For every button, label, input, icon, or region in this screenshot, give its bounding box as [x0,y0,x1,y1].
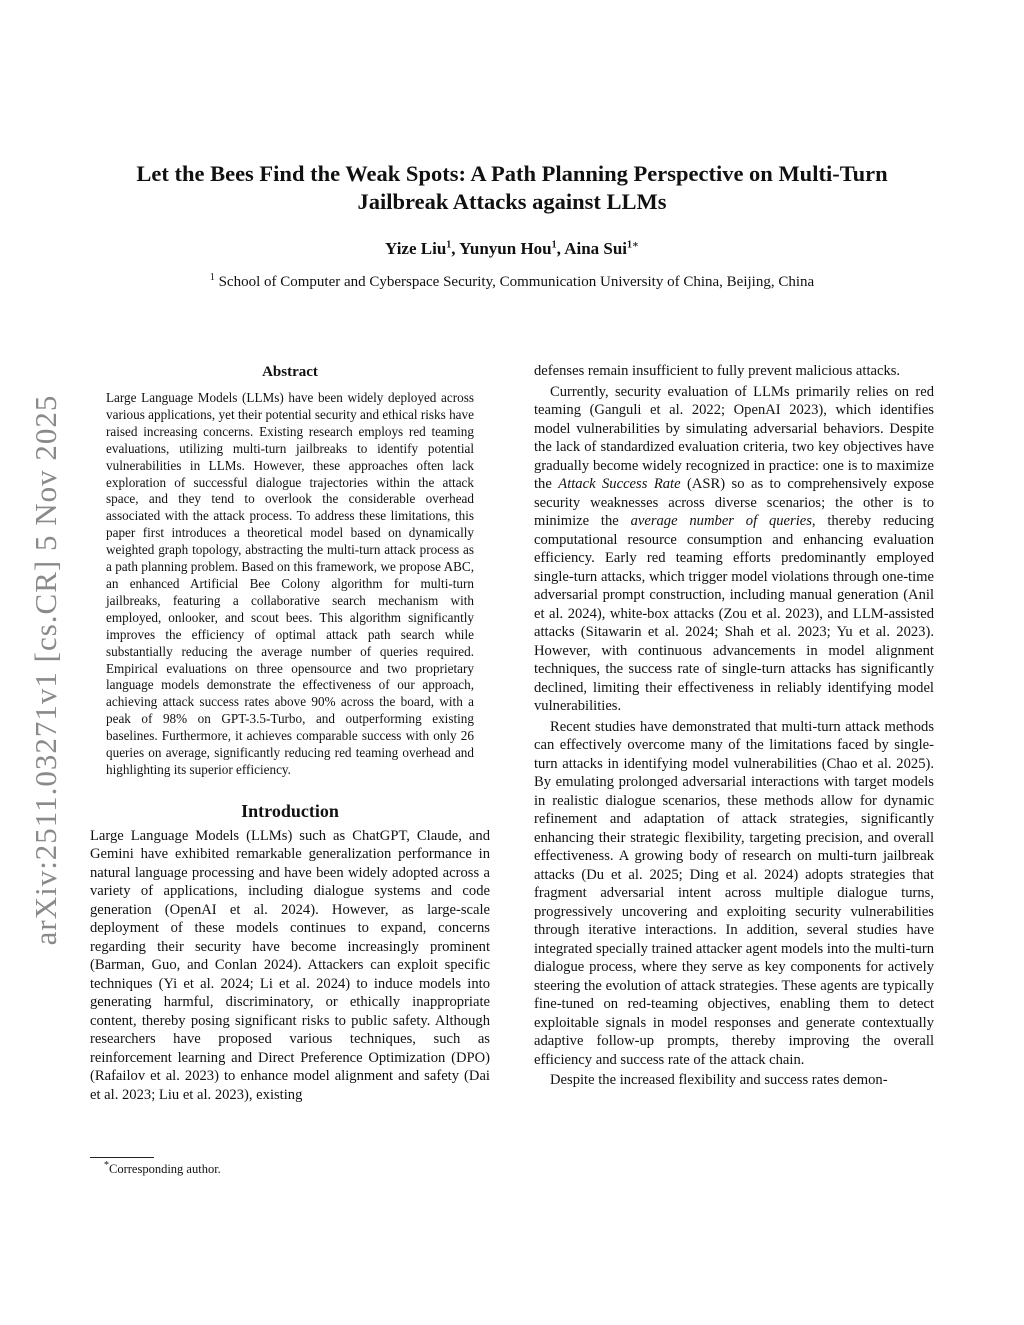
paper-title [90,160,934,216]
footnote-text: Corresponding author. [109,1162,221,1176]
affiliation-text: School of Computer and Cyberspace Security, Communication University of China, Beijing, China [218,274,815,290]
term-average-queries: average number of queries [630,513,812,529]
author-name: Yize Liu [385,239,447,258]
author-name: Aina Sui [564,239,628,258]
affiliation-sup: 1 [209,272,215,283]
paragraph-despite: Despite the increased flexibility and success rates demon- [550,1072,888,1088]
author-sup: 1 [446,239,452,251]
right-column [534,362,934,1090]
footnote-mark: * [104,1159,109,1171]
paragraph-red-teaming: Currently, security evaluation of LLMs primarily relies on red teaming (Ganguli et al. 2022; OpenAI 2023), which identifies model vulnerabilities by simulating adversarial behaviors. Despite the lack of standardized evaluation criteria, two key objectives have gradually become widely recognized in practice: one is to maximize the Attack Success Rate (ASR) so as to comprehensively expose security weaknesses across diverse scenarios; the other is to minimize the average number of queries, thereby reducing computational resource consumption and enhancing evaluation efficiency. Early red teaming efforts predominantly employed single-turn attacks, which trigger model violations through one-time adversarial prompt construction, including manual generation (Anil et al. 2024), white-box attacks (Zou et al. 2023), and LLM-assisted attacks (Sitawarin et al. 2024; Shah et al. 2023; Yu et al. 2023). However, with continuous advancements in model alignment techniques, the success rate of single-turn attacks has significantly declined, limiting their effectiveness in reliably identifying model vulnerabilities. [534,383,935,714]
author-sup: 1 [551,239,557,251]
arxiv-stamp [18,380,74,960]
author-name: Yunyun Hou [459,239,552,258]
abstract-text: Large Language Models (LLMs) have been widely deployed across various applications, yet their potential security and ethical risks have raised increasing concerns. Existing research employs red teaming evaluations, utilizing multi-turn jailbreaks to identify potential vulnerabilities in LLMs. However, these approaches often lack exploration of successful dialogue trajectories within the attack space, and they tend to overlook the considerable overhead associated with the attack process. To address these limitations, this paper first introduces a theoretical model based on dynamically weighted graph topology, abstracting the multi-turn attack process as a path planning problem. Based on this framework, we propose ABC, an enhanced Artificial Bee Colony algorithm for multi-turn jailbreaks, featuring a collaborative search mechanism with employed, onlooker, and scout bees. This algorithm significantly improves the efficiency of optimal attack path search while substantially reducing the average number of queries required. Empirical evaluations on three opensource and two proprietary language models demonstrate the effectiveness of our approach, achieving attack success rates above 90% across the board, with a peak of 98% on GPT-3.5-Turbo, and outperforming existing baselines. Furthermore, it achieves comparable success with only 26 queries on average, significantly reducing red teaming overhead and highlighting its superior efficiency. [106,390,474,777]
paragraph-multi-turn: Recent studies have demonstrated that multi-turn attack methods can effectively overcome many of the limitations faced by single-turn attacks in identifying model vulnerabilities (Chao et al. 2025). By emulating prolonged adversarial interactions with target models in realistic dialogue scenarios, these methods allow for dynamic refinement and adaptation of attack strategies, significantly enhancing their strategic flexibility, targeting precision, and overall effectiveness. A growing body of research on multi-turn jailbreak attacks (Du et al. 2025; Ding et al. 2024) adopts strategies that fragment adversarial intent across multiple dialogue turns, progressively uncovering and exploiting security vulnerabilities through iterative interactions. In addition, several studies have integrated specially trained attacker agent models into the multi-turn dialogue process, where they serve as key components for actively steering the evolution of attack strategies. These agents are typically fine-tuned on red-teaming objectives, enabling them to detect exploitable signals in model responses and generate contextually adaptive follow-up prompts, thereby improving the overall efficiency and success rate of the attack chain. [534,718,934,1068]
term-attack-success-rate: Attack Success Rate [558,476,681,492]
intro-paragraph-1: Large Language Models (LLMs) such as ChatGPT, Claude, and Gemini have exhibited remarkable generalization performance in natural language processing and have been widely adopted across a variety of applications, including dialogue systems and code generation (OpenAI et al. 2024). However, as large-scale deployment of these models continues to expand, concerns regarding their security have become increasingly prominent (Barman, Guo, and Conlan 2024). Attackers can exploit specific techniques (Yi et al. 2024; Li et al. 2024) to induce models into generating harmful, discriminatory, or ethically inappropriate content, thereby posing significant risks to public safety. Although researchers have proposed various techniques, such as reinforcement learning and Direct Preference Optimization (DPO) (Rafailov et al. 2023) to enhance model alignment and safety (Dai et al. 2023; Liu et al. 2023), existing [90,827,490,1103]
abstract-heading: Abstract [262,364,318,380]
author-list: Yize Liu$^1$, Yunyun Hou$^1$, Aina Sui$^{1∗}$ [385,239,639,258]
title-line-1: Let the Bees Find the Weak Spots: A Path Planning Perspective on Multi-Turn [136,161,888,186]
paragraph-continued: defenses remain insufficient to fully prevent malicious attacks. [534,363,901,379]
footnote-rule [90,1157,154,1158]
footnote [104,1161,221,1177]
title-line-2: Jailbreak Attacks against LLMs [357,189,667,214]
introduction-heading: Introduction [241,800,339,821]
affiliation [90,272,934,292]
left-column [90,362,490,1104]
author-sup: 1∗ [627,239,639,251]
arxiv-id: arXiv:2511.03271v1 [cs.CR] 5 Nov 2025 [28,394,63,946]
